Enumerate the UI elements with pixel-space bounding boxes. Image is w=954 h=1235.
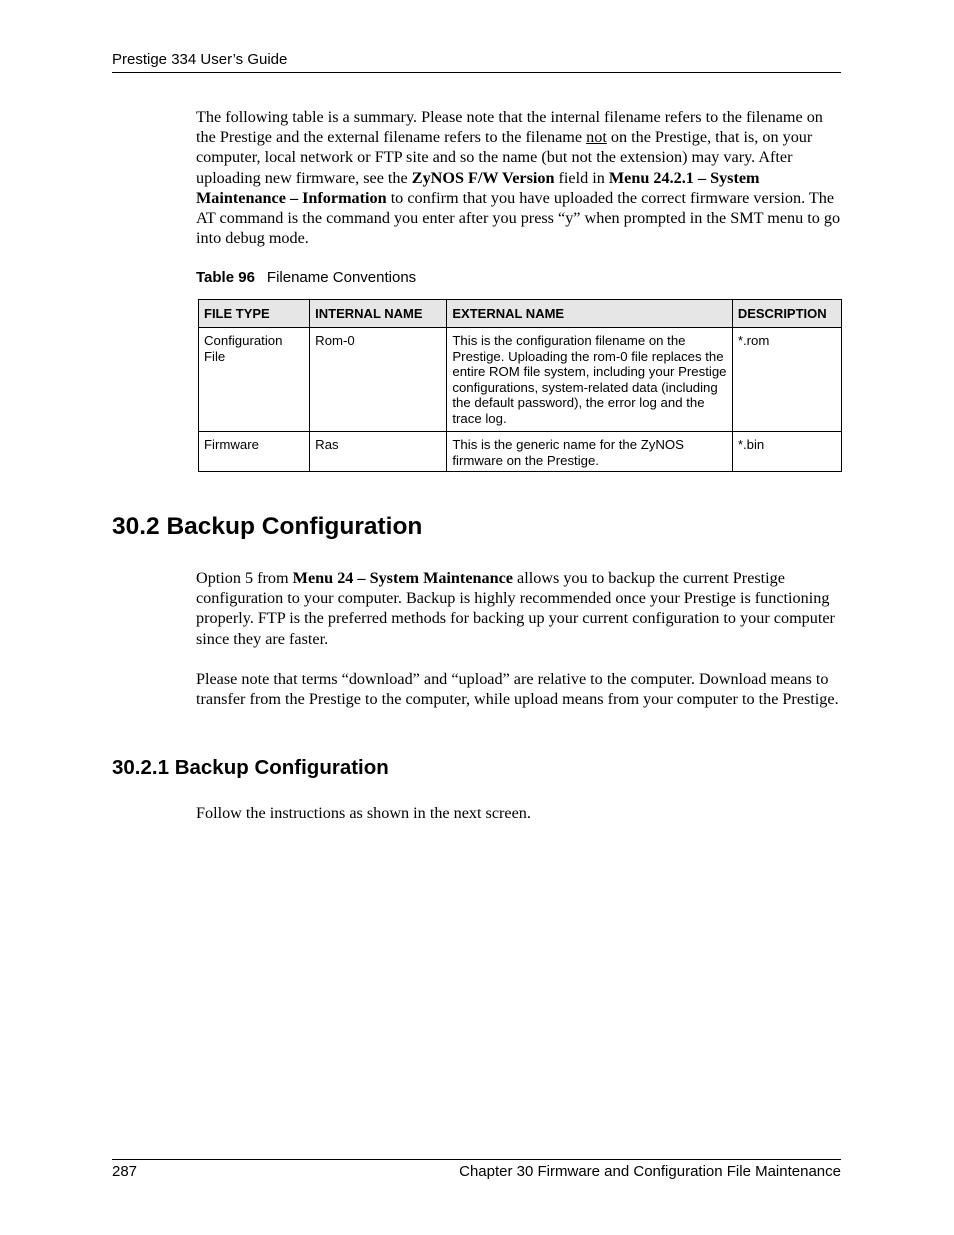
running-header <box>112 51 841 73</box>
running-footer <box>112 1159 841 1180</box>
col-header-external-name: EXTERNAL NAME <box>447 300 732 328</box>
intro-text-1: The following table is a summary. Please note that the internal filename refers to the filename on the Prestige and the external filename refers to the filename <box>196 108 823 147</box>
intro-bold-menu: Menu 24.2.1 – System Maintenance – Information <box>196 168 760 207</box>
col-header-file-type: FILE TYPE <box>199 300 310 328</box>
table-cell: *.rom <box>732 328 841 432</box>
table-row <box>199 328 842 432</box>
col-header-description: DESCRIPTION <box>732 300 841 328</box>
table-row <box>199 432 842 472</box>
backup-p1-text-b: allows you to backup the current Prestige configuration to your computer. Backup is highly recommended once your Prestige is functioning properly. FTP is the preferred methods for backing up your current configuration to your computer since they are faster. <box>196 569 835 648</box>
chapter-title: Chapter 30 Firmware and Configuration File Maintenance <box>459 1163 841 1180</box>
table-cell: Ras <box>310 432 447 472</box>
table-header-row <box>199 300 842 328</box>
guide-title: Prestige 334 User’s Guide <box>112 51 288 68</box>
subsection-heading: 30.2.1 Backup Configuration <box>112 756 389 779</box>
table-number: Table 96 <box>196 269 255 286</box>
intro-text-3: field in <box>554 168 609 187</box>
filename-conventions-table <box>198 299 842 472</box>
intro-underline-not: not <box>586 128 607 147</box>
page-number: 287 <box>112 1163 138 1180</box>
table-cell: Firmware <box>199 432 310 472</box>
table-caption <box>196 269 416 286</box>
backup-paragraph-2: Please note that terms “download” and “upload” are relative to the computer. Download means to transfer from the Prestige to the computer, while upload means from your computer to the Prestige. <box>196 670 839 709</box>
backup-paragraph-1 <box>196 568 842 649</box>
subsection-paragraph: Follow the instructions as shown in the next screen. <box>196 804 531 822</box>
intro-text-2: on the Prestige, that is, on your computer, local network or FTP site and so the name (but not the extension) may vary. After uploading new firmware, see the <box>196 128 813 187</box>
table-cell: This is the configuration filename on the Prestige. Uploading the rom-0 file replaces the entire ROM file system, including your Prestige configurations, system-related data (including the default password), the error log and the trace log. <box>447 328 732 432</box>
intro-paragraph <box>196 107 842 248</box>
intro-text-4: to confirm that you have uploaded the correct firmware version. The AT command is the command you enter after you press “y” when prompted in the SMT menu to go into debug mode. <box>196 188 841 248</box>
table-title: Filename Conventions <box>266 269 417 286</box>
col-header-internal-name: INTERNAL NAME <box>310 300 447 328</box>
table-cell: Rom-0 <box>310 328 447 432</box>
backup-p1-text-a: Option 5 from <box>196 569 293 587</box>
table-cell: This is the generic name for the ZyNOS firmware on the Prestige. <box>447 432 732 472</box>
table-cell: Configuration File <box>199 328 310 432</box>
backup-p1-bold-menu: Menu 24 – System Maintenance <box>292 569 513 587</box>
table-cell: *.bin <box>732 432 841 472</box>
intro-bold-fw-version: ZyNOS F/W Version <box>411 168 555 187</box>
section-heading: 30.2 Backup Configuration <box>112 513 423 540</box>
